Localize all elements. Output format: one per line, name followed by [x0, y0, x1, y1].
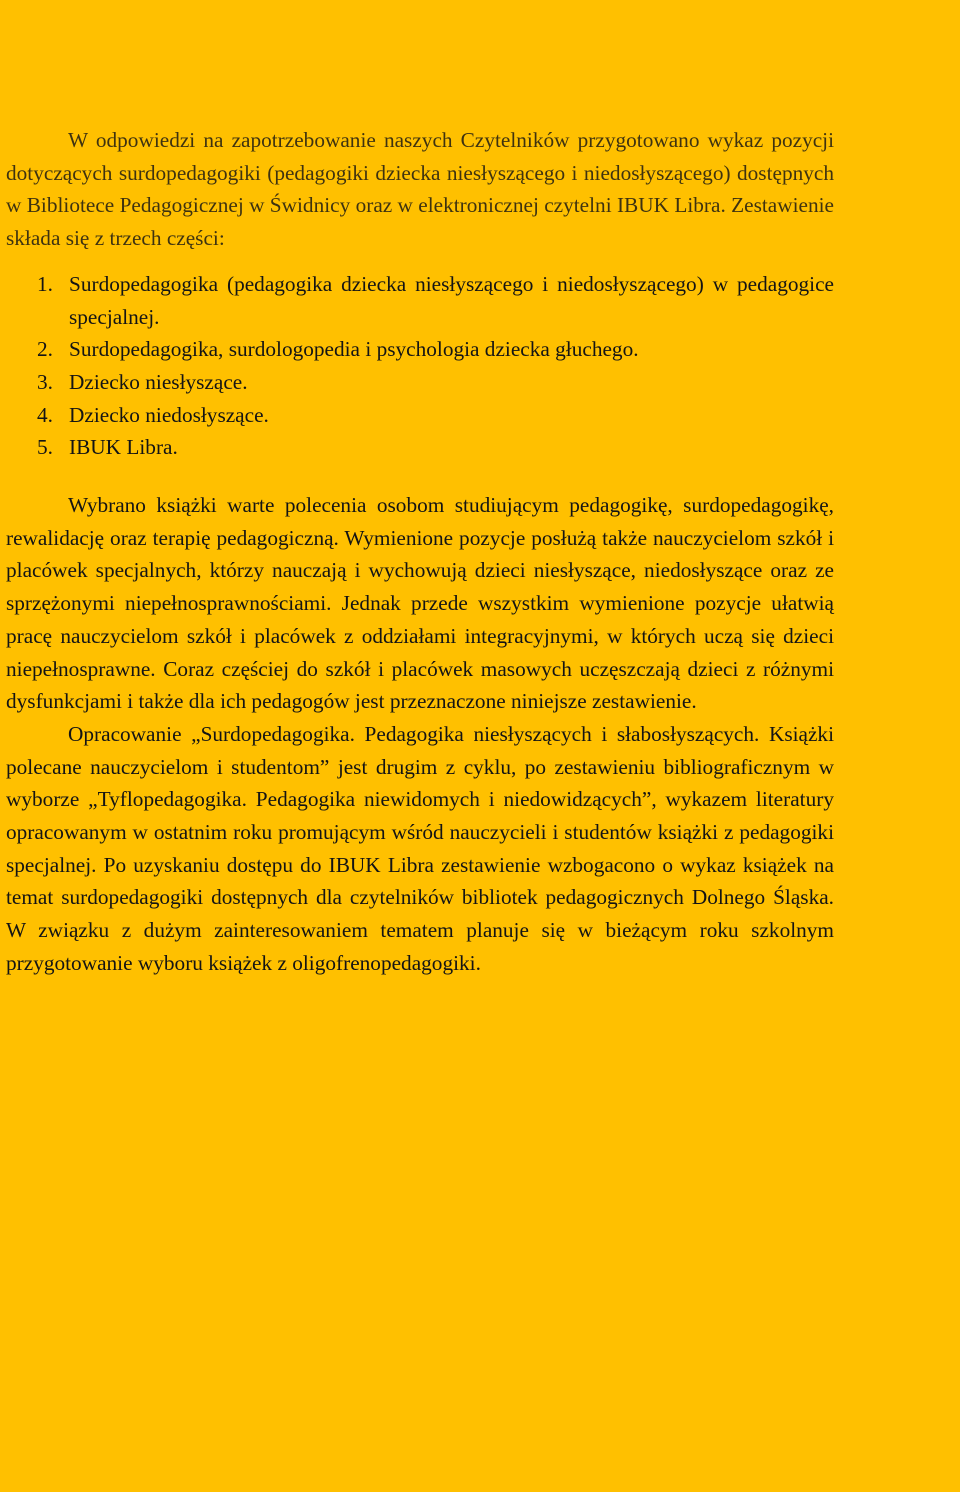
list-item-number: 5.	[37, 435, 53, 460]
intro-paragraph: W odpowiedzi na zapotrzebowanie naszych Czytelników przygotowano wykaz pozycji dotyczących surdopedagogiki (pedagogiki dziecka niesłyszącego i niedosłyszącego) dostępnych w Bibliotece Pedagogicznej w Świdnicy oraz w elektronicznej czytelni IBUK Libra. Zestawienie składa się z trzech części:	[6, 128, 834, 251]
list-item-text: IBUK Libra.	[69, 435, 178, 460]
document-body	[6, 124, 834, 980]
list-item-number: 4.	[37, 402, 53, 427]
list-item-text: Dziecko niesłyszące.	[69, 369, 248, 394]
list-item-text: Dziecko niedosłyszące.	[69, 402, 269, 427]
list-item-text: Surdopedagogika (pedagogika dziecka niesłyszącego i niedosłyszącego) w pedagogice specjalnej.	[69, 271, 834, 329]
list-item	[6, 268, 834, 333]
list-item	[6, 333, 834, 366]
contents-list	[6, 268, 834, 464]
list-item-text: Surdopedagogika, surdologopedia i psychologia dziecka głuchego.	[69, 337, 639, 362]
list-item-number: 2.	[37, 337, 53, 362]
list-item-number: 1.	[37, 271, 53, 296]
list-item-number: 3.	[37, 369, 53, 394]
series-paragraph: Opracowanie „Surdopedagogika. Pedagogika niesłyszących i słabosłyszących. Książki polecane nauczycielom i studentom” jest drugim z cyklu, po zestawieniu bibliograficznym w wyborze „Tyflopedagogika. Pedagogika niewidomych i niedowidzących”, wykazem literatury opracowanym w ostatnim roku promującym wśród nauczycieli i studentów książki z pedagogiki specjalnej. Po uzyskaniu dostępu do IBUK Libra zestawienie wzbogacono o wykaz książek na temat surdopedagogiki dostępnych dla czytelników bibliotek pedagogicznych Dolnego Śląska. W związku z dużym zainteresowaniem tematem planuje się w bieżącym roku szkolnym przygotowanie wyboru książek z oligofrenopedagogiki.	[6, 721, 834, 975]
list-item	[6, 366, 834, 399]
list-item	[6, 399, 834, 432]
list-item	[6, 431, 834, 464]
purpose-paragraph: Wybrano książki warte polecenia osobom studiującym pedagogikę, surdopedagogikę, rewalidację oraz terapię pedagogiczną. Wymienione pozycje posłużą także nauczycielom szkół i placówek specjalnych, którzy nauczają i wychowują dzieci niesłyszące, niedosłyszące oraz ze sprzężonymi niepełnosprawnościami. Jednak przede wszystkim wymienione pozycje ułatwią pracę nauczycielom szkół i placówek z oddziałami integracyjnymi, w których uczą się dzieci niepełnosprawne. Coraz częściej do szkół i placówek masowych uczęszczają dzieci z różnymi dysfunkcjami i także dla ich pedagogów jest przeznaczone niniejsze zestawienie.	[6, 493, 834, 714]
